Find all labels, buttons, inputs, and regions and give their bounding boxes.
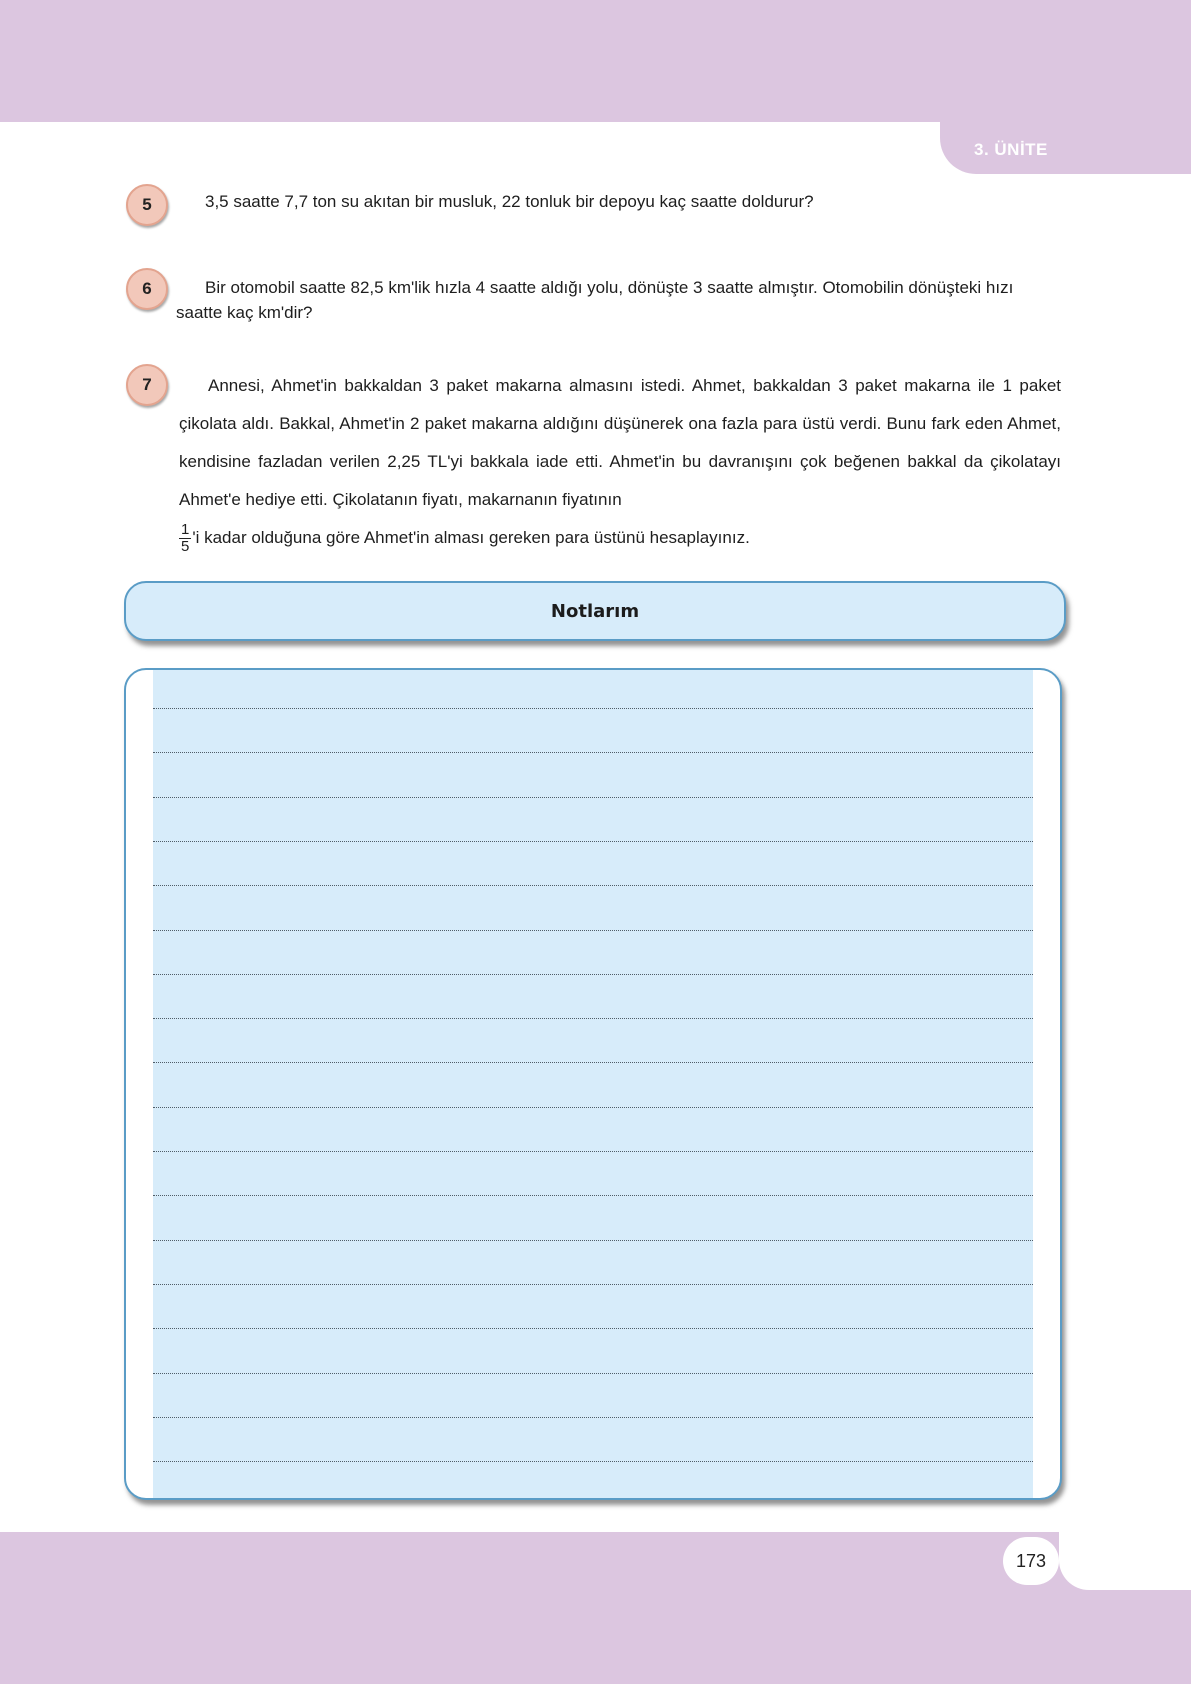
notes-line (153, 708, 1033, 709)
notes-line (153, 1461, 1033, 1462)
notes-line (153, 1018, 1033, 1019)
notes-line (153, 930, 1033, 931)
notes-line (153, 974, 1033, 975)
question-6-badge: 6 (126, 268, 168, 310)
notes-writing-area[interactable] (124, 668, 1062, 1500)
question-5-text: 3,5 saatte 7,7 ton su akıtan bir musluk, 22 tonluk bir depoyu kaç saatte doldurur? (205, 192, 814, 211)
notes-line (153, 1195, 1033, 1196)
notes-line (153, 1151, 1033, 1152)
notes-line (153, 797, 1033, 798)
question-6-text: Bir otomobil saatte 82,5 km'lik hızla 4 saatte aldığı yolu, dönüşte 3 saatte almıştır. Otomobilin dönüşteki hızı saatte kaç km'dir? (176, 278, 1014, 322)
question-7-body: Annesi, Ahmet'in bakkaldan 3 paket makarna almasını istedi. Ahmet, bakkaldan 3 paket makarna ile 1 paket çikolata aldı. Bakkal, Ahmet'in 2 paket makarna aldığını düşünerek ona fazla para üstü verdi. Bunu fark eden Ahmet, kendisine fazladan verilen 2,25 TL'yi bakkala iade etti. Ahmet'in bu davranışını çok beğenen bakkal da çikolatayı Ahmet'e hediye etti. Çikolatanın fiyatı, makarnanın fiyatının (179, 376, 1061, 509)
notes-title: Notlarım (124, 581, 1066, 641)
question-7-text (179, 367, 1061, 557)
question-7-badge: 7 (126, 364, 168, 406)
page-tab (1059, 1532, 1191, 1590)
notes-line (153, 1417, 1033, 1418)
page-number: 173 (1003, 1537, 1059, 1585)
question-5-badge: 5 (126, 184, 168, 226)
notes-line (153, 1373, 1033, 1374)
notes-line (153, 1107, 1033, 1108)
question-7-tail (179, 519, 1061, 557)
unit-label: 3. ÜNİTE (974, 140, 1048, 159)
notes-line (153, 885, 1033, 886)
top-band (0, 0, 1191, 122)
notes-line (153, 1328, 1033, 1329)
fraction-one-fifth (179, 522, 191, 555)
question-7-text-after: 'i kadar olduğuna göre Ahmet'in alması gereken para üstünü hesaplayınız. (192, 528, 750, 547)
notes-line (153, 1062, 1033, 1063)
notes-lines (153, 670, 1033, 1498)
fraction-numerator: 1 (181, 521, 190, 539)
notes-line (153, 841, 1033, 842)
notes-line (153, 752, 1033, 753)
header-white-strip (0, 122, 960, 182)
notes-line (153, 1284, 1033, 1285)
fraction-denominator: 5 (181, 538, 190, 556)
notes-line (153, 1240, 1033, 1241)
